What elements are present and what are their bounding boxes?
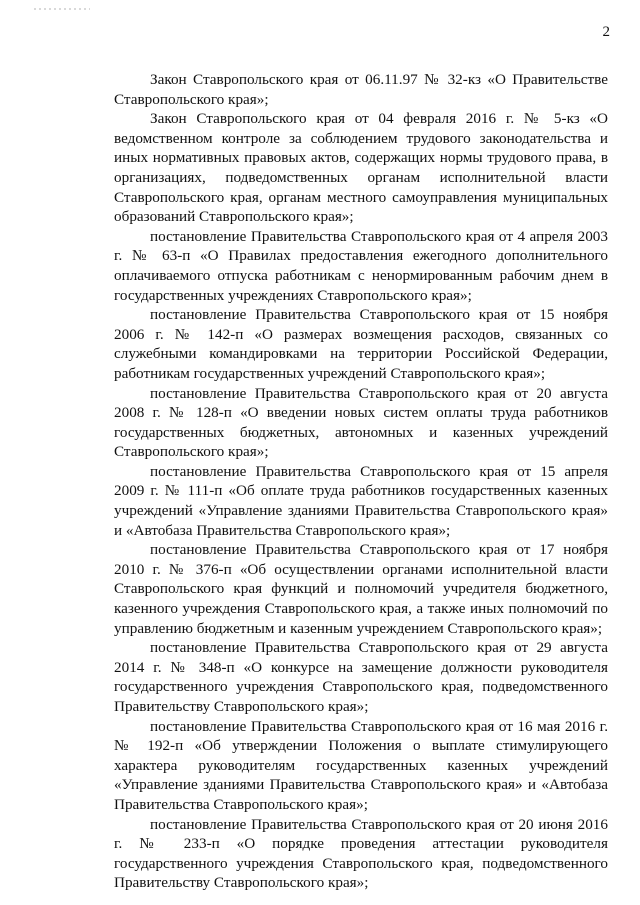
legal-act-paragraph: Закон Ставропольского края от 04 февраля 2016 г. № 5-кз «О ведомственном контроле за соблюдением трудового законодательства и иных нормативных правовых актов, содержащих нормы трудового права, в организациях, подведомственных органам исполнительной власти Ставропольского края, органам местного самоуправления муниципальных образований Ставропольского края»; (114, 110, 608, 226)
legal-act-paragraph: постановление Правительства Ставропольского края от 20 июня 2016 г. № 233-п «О порядке проведения аттестации руководителя государственного учреждения Ставропольского края, подведомственного Правительству Ставропольского края»; (114, 815, 608, 892)
legal-act-paragraph: постановление Правительства Ставропольского края от 29 августа 2014 г. № 348-п «О конкурсе на замещение должности руководителя государственного учреждения Ставропольского края, подведомственного Правительству Ставропольского края»; (114, 639, 608, 715)
legal-act-paragraph: постановление Правительства Ставропольского края от 15 ноября 2006 г. № 142-п «О размерах возмещения расходов, связанных со служебными командировками на территории Российской Федерации, работникам государственных учреждений Ставропольского края»; (114, 306, 608, 382)
page-number: 2 (602, 24, 610, 40)
legal-act-paragraph: Закон Ставропольского края от 06.11.97 № 32-кз «О Правительстве Ставропольского края»; (114, 71, 608, 108)
legal-act-paragraph: постановление Правительства Ставропольского края от 16 мая 2016 г. № 192-п «Об утверждении Положения о выплате стимулирующего характера руководителям государственных казенных учреждений «Управление зданиями Правительства Ставропольского края» и «Автобаза Правительства Ставропольского края»; (114, 717, 608, 813)
document-body (114, 70, 608, 893)
scan-artifact-mark (34, 8, 90, 10)
legal-act-paragraph: постановление Правительства Ставропольского края от 15 апреля 2009 г. № 111-п «Об оплате труда работников государственных казенных учреждений «Управление зданиями Правительства Ставропольского края» и «Автобаза Правительства Ставропольского края»; (114, 462, 608, 539)
legal-act-paragraph: постановление Правительства Ставропольского края от 4 апреля 2003 г. № 63-п «О Правилах предоставления ежегодного дополнительного оплачиваемого отпуска работникам с ненормированным рабочим днем в государственных учреждениях Ставропольского края»; (114, 227, 608, 304)
legal-act-paragraph: постановление Правительства Ставропольского края от 20 августа 2008 г. № 128-п «О введении новых систем оплаты труда работников государственных бюджетных, автономных и казенных учреждений Ставропольского края»; (114, 384, 608, 461)
legal-act-paragraph: постановление Правительства Ставропольского края от 17 ноября 2010 г. № 376-п «Об осуществлении органами исполнительной власти Ставропольского края функций и полномочий учредителя бюджетного, казенного учреждения Ставропольского края, а также иных полномочий по управлению бюджетным и казенным учреждением Ставропольского края»; (114, 541, 608, 637)
